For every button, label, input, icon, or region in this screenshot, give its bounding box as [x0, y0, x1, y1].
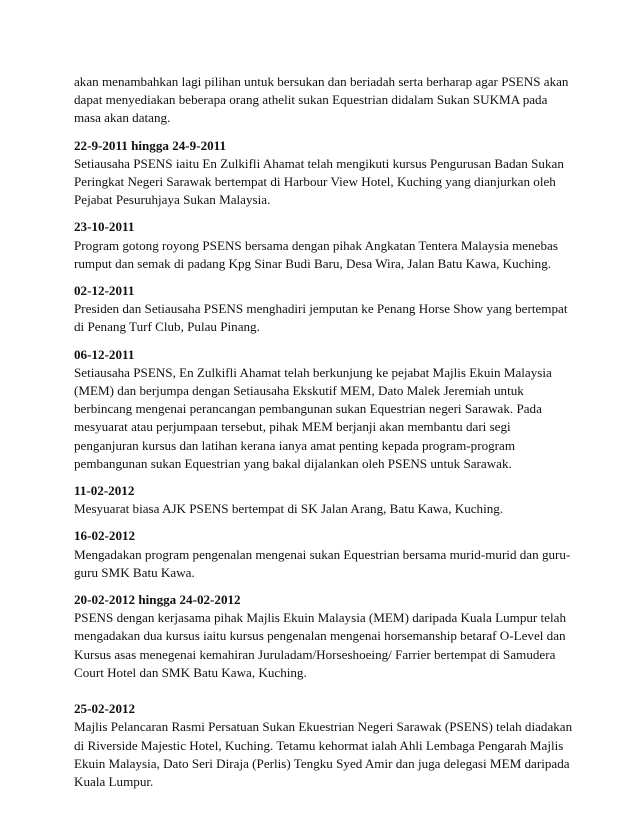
entry-date: 23-10-2011 — [74, 219, 135, 235]
entry-text: Mengadakan program pengenalan mengenai sukan Equestrian bersama murid-murid dan guru-guru SMK Batu Kawa. — [74, 546, 571, 580]
entry-date: 22-9-2011 hingga 24-9-2011 — [74, 137, 227, 153]
entry-8 — [74, 700, 574, 791]
document-page — [74, 73, 574, 800]
entry-date: 25-02-2012 — [74, 701, 136, 717]
entry-2 — [74, 218, 574, 273]
intro-paragraph: akan menambahkan lagi pilihan untuk bersukan dan beriadah serta berharap agar PSENS akan dapat menyediakan beberapa orang athelit sukan Equestrian didalam Sukan SUKMA pada masa akan datang. — [74, 74, 569, 126]
entry-1 — [74, 137, 574, 210]
entry-date: 20-02-2012 hingga 24-02-2012 — [74, 592, 241, 608]
entry-7 — [74, 591, 574, 682]
entry-date: 16-02-2012 — [74, 528, 136, 544]
entry-text: PSENS dengan kerjasama pihak Majlis Ekuin Malaysia (MEM) daripada Kuala Lumpur telah mengadakan dua kursus iaitu kursus pengenalan mengenai horsemanship betaraf O-Level dan Kursus asas menegenai kemahiran Juruladam/Horseshoeing/ Farrier bertempat di Samudera Court Hotel dan SMK Batu Kawa, Kuching. — [74, 610, 566, 680]
entry-text: Presiden dan Setiausaha PSENS menghadiri jemputan ke Penang Horse Show yang bertempat di Penang Turf Club, Pulau Pinang. — [74, 301, 568, 335]
entry-6 — [74, 527, 574, 582]
entry-text: Setiausaha PSENS, En Zulkifli Ahamat telah berkunjung ke pejabat Majlis Ekuin Malaysia (MEM) dan berjumpa dengan Setiausaha Ekskutif MEM, Dato Malek Jeremiah untuk berbincang mengenai perancangan pembangunan sukan Equestrian negeri Sarawak. Pada mesyuarat atau perjumpaan tersebut, pihak MEM berjanji akan membantu dari segi penganjuran kursus dan latihan kerana ianya amat penting kepada program-program pembangunan sukan Equestrian yang bakal dijalankan oleh PSENS untuk Sarawak. — [74, 364, 552, 471]
entry-5 — [74, 482, 574, 518]
entry-text: Setiausaha PSENS iaitu En Zulkifli Ahamat telah mengikuti kursus Pengurusan Badan Sukan Peringkat Negeri Sarawak bertempat di Harbour View Hotel, Kuching yang dianjurkan oleh Pejabat Pesuruhjaya Sukan Malaysia. — [74, 155, 564, 208]
entry-text: Mesyuarat biasa AJK PSENS bertempat di SK Jalan Arang, Batu Kawa, Kuching. — [74, 501, 504, 517]
entry-date: 11-02-2012 — [74, 483, 135, 499]
entry-date: 06-12-2011 — [74, 346, 135, 362]
entry-text: Majlis Pelancaran Rasmi Persatuan Sukan Ekuestrian Negeri Sarawak (PSENS) telah diadakan di Riverside Majestic Hotel, Kuching. Tetamu kehormat ialah Ahli Lembaga Pengarah Majlis Ekuin Malaysia, Dato Seri Diraja (Perlis) Tengku Syed Amir dan juga delegasi MEM daripada Kuala Lumpur. — [74, 719, 573, 789]
entry-text: Program gotong royong PSENS bersama dengan pihak Angkatan Tentera Malaysia menebas rumput dan semak di padang Kpg Sinar Budi Baru, Desa Wira, Jalan Batu Kawa, Kuching. — [74, 237, 558, 271]
entry-4 — [74, 346, 574, 473]
entry-3 — [74, 282, 574, 337]
entry-date: 02-12-2011 — [74, 283, 135, 299]
